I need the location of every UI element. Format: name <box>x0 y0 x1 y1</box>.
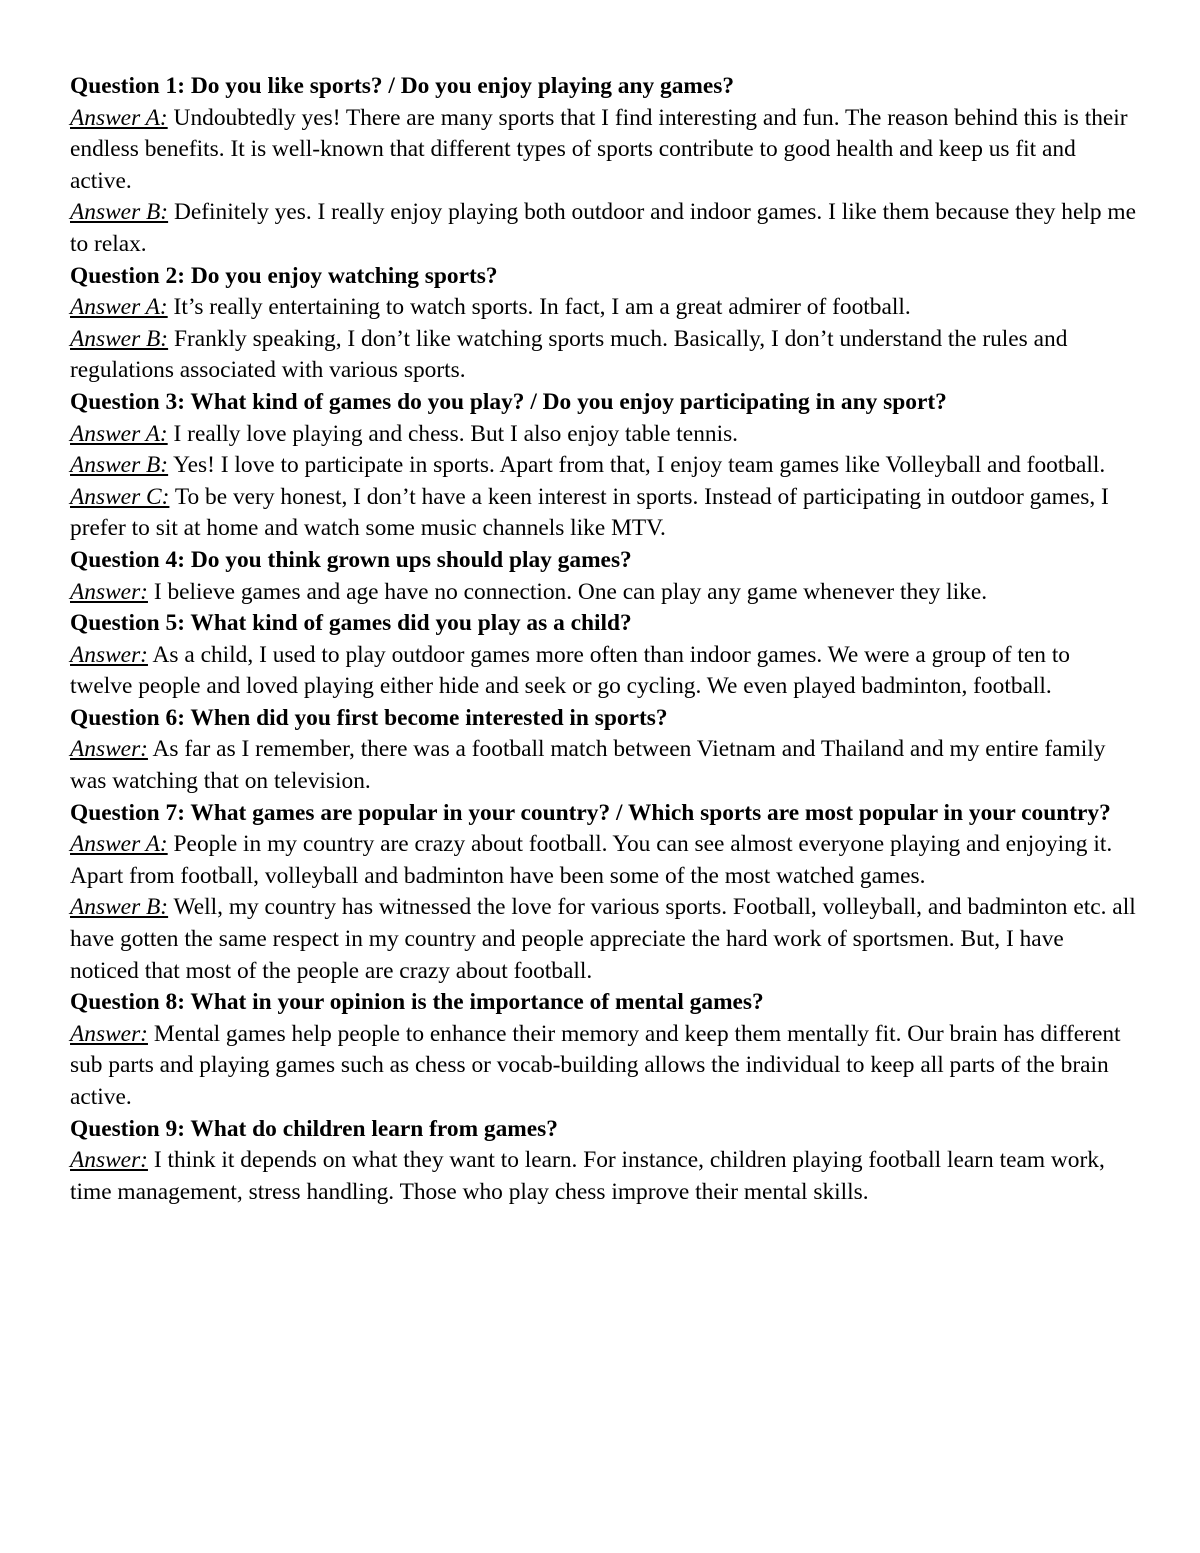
question-heading: Question 4: Do you think grown ups should play games? <box>70 546 632 573</box>
question-heading: Question 5: What kind of games did you play as a child? <box>70 610 632 637</box>
question-heading: Question 3: What kind of games do you play? / Do you enjoy participating in any sport? <box>70 388 947 415</box>
question-heading: Question 9: What do children learn from games? <box>70 1115 558 1142</box>
answer-label: Answer B: <box>70 199 169 226</box>
answer-text: Definitely yes. I really enjoy playing both outdoor and indoor games. I like them because they help me to relax. <box>70 199 1136 257</box>
question-heading: Question 1: Do you like sports? / Do you enjoy playing any games? <box>70 73 735 99</box>
answer-label: Answer A: <box>70 420 168 447</box>
answer-text: Mental games help people to enhance their memory and keep them mentally fit. Our brain has different sub parts and playing games such as chess or vocab-building allows the individual to keep all parts of the brain active. <box>70 1020 1121 1110</box>
question-heading: Question 8: What in your opinion is the importance of mental games? <box>70 989 764 1016</box>
question-heading: Question 6: When did you first become interested in sports? <box>70 704 668 731</box>
document-page <box>70 71 1136 1208</box>
answer-label: Answer A: <box>70 294 168 321</box>
answer-text: Yes! I love to participate in sports. Apart from that, I enjoy team games like Volleyball and football. <box>173 452 1106 479</box>
answer-text: Well, my country has witnessed the love for various sports. Football, volleyball, and badminton etc. all have gotten the same respect in my country and people appreciate the hard work of sportsmen. But, I have noticed that most of the people are crazy about football. <box>70 894 1136 984</box>
answer-paragraph <box>70 197 1136 260</box>
answer-label: Answer: <box>70 578 148 605</box>
answer-paragraph <box>70 324 1136 387</box>
answer-label: Answer B: <box>70 894 169 921</box>
answer-text: I believe games and age have no connection. One can play any game whenever they like. <box>153 578 988 605</box>
answer-text: It’s really entertaining to watch sports. In fact, I am a great admirer of football. <box>173 294 911 321</box>
answer-paragraph <box>70 103 1136 198</box>
answer-paragraph <box>70 419 1136 451</box>
answer-paragraph <box>70 450 1136 482</box>
answer-paragraph <box>70 734 1136 797</box>
answer-label: Answer A: <box>70 104 168 131</box>
answer-paragraph <box>70 640 1136 703</box>
answer-paragraph <box>70 577 1136 609</box>
answer-label: Answer: <box>70 736 148 763</box>
answer-paragraph <box>70 292 1136 324</box>
answer-text: I really love playing and chess. But I also enjoy table tennis. <box>173 420 739 447</box>
question-heading: Question 7: What games are popular in your country? / Which sports are most popular in your country? <box>70 799 1111 826</box>
answer-paragraph <box>70 482 1136 545</box>
answer-label: Answer B: <box>70 325 169 352</box>
answer-label: Answer: <box>70 1020 148 1047</box>
answer-paragraph <box>70 1019 1136 1114</box>
answer-text: To be very honest, I don’t have a keen interest in sports. Instead of participating in outdoor games, I prefer to sit at home and watch some music channels like MTV. <box>70 483 1109 542</box>
answer-text: People in my country are crazy about football. You can see almost everyone playing and enjoying it. Apart from football, volleyball and badminton have been some of the most watched games. <box>70 831 1113 889</box>
answer-label: Answer C: <box>70 483 170 510</box>
answer-text: Undoubtedly yes! There are many sports that I find interesting and fun. The reason behind this is their endless benefits. It is well-known that different types of sports contribute to good health and keep us fit and active. <box>70 104 1128 194</box>
answer-text: As a child, I used to play outdoor games more often than indoor games. We were a group of ten to twelve people and loved playing either hide and seek or go cycling. We even played badminton, football. <box>70 641 1071 700</box>
answer-label: Answer: <box>70 1147 148 1174</box>
answer-paragraph <box>70 1145 1136 1208</box>
answer-text: I think it depends on what they want to learn. For instance, children playing football learn team work, time management, stress handling. Those who play chess improve their mental skills. <box>70 1147 1105 1205</box>
answer-text: As far as I remember, there was a football match between Vietnam and Thailand and my entire family was watching that on television. <box>70 736 1106 795</box>
answer-label: Answer B: <box>70 452 169 479</box>
answer-label: Answer: <box>70 641 148 668</box>
answer-label: Answer A: <box>70 831 168 858</box>
answer-paragraph <box>70 829 1136 892</box>
answer-text: Frankly speaking, I don’t like watching sports much. Basically, I don’t understand the rules and regulations associated with various sports. <box>70 325 1068 384</box>
question-heading: Question 2: Do you enjoy watching sports? <box>70 262 498 289</box>
answer-paragraph <box>70 892 1136 987</box>
